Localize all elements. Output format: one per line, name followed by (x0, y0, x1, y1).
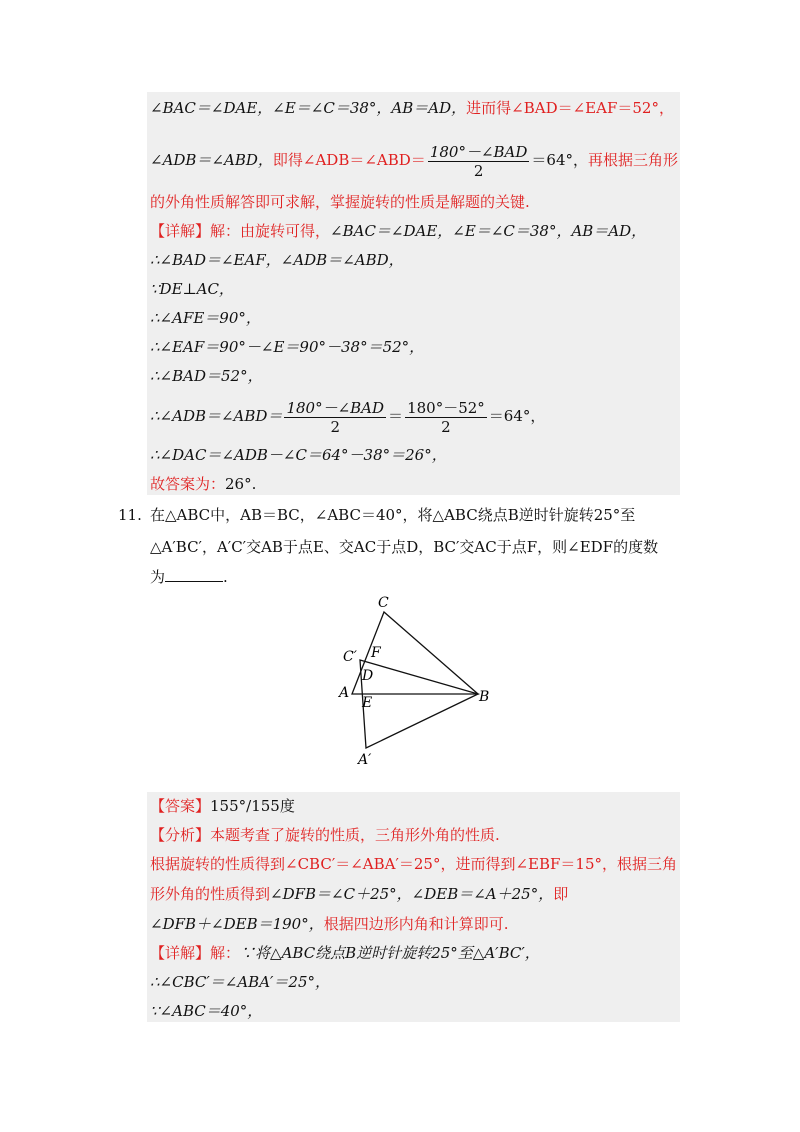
text: 解：由旋转可得， (210, 222, 331, 240)
sol11-line-6 (150, 943, 540, 963)
q11-line-1: 在△ABC中，AB＝BC，∠ABC＝40°，将△ABC绕点B逆时针旋转25°至 (150, 506, 636, 524)
denominator: 2 (441, 417, 451, 436)
text: 26°. (225, 475, 257, 493)
sol11-answer-line (150, 796, 295, 816)
text: 为 (150, 568, 166, 586)
numerator: 180°－∠BAD (429, 142, 528, 161)
text: 根据四边形内角和计算即可. (323, 915, 509, 933)
sol10-line-5: ∴∠BAD＝∠EAF，∠ADB＝∠ABD， (150, 251, 404, 269)
text: ∠DFB＋∠DEB＝190°， (150, 915, 324, 933)
analysis-tag: 【分析】 (150, 826, 211, 844)
text: 根据旋转的性质得到∠CBC′＝∠ABA′＝25°， (150, 855, 456, 873)
answer-text: 155°/155度 (210, 797, 295, 815)
label-C-prime: C′ (343, 649, 357, 665)
text: 解： (210, 944, 241, 962)
text: ＝64°， (488, 407, 546, 425)
sol11-line-8: ∵∠ABC＝40°， (150, 1002, 263, 1020)
sol11-line-3 (150, 854, 677, 874)
label-F: F (371, 645, 381, 661)
text: ∴∠ADB＝∠ABD＝ (150, 407, 283, 425)
text: 形外角的性质得到 (150, 885, 271, 903)
sol10-line-12 (150, 474, 256, 494)
sol10-line-9: ∴∠BAD＝52°， (150, 367, 263, 385)
sol11-line-5 (150, 914, 509, 934)
analysis-text: 本题考查了旋转的性质，三角形外角的性质. (210, 826, 500, 844)
sol10-line-7: ∴∠AFE＝90°， (150, 309, 261, 327)
denominator: 2 (330, 417, 341, 436)
text: 再根据三角形 (588, 151, 679, 169)
text: ＝ (388, 407, 404, 425)
sol11-analysis-line (150, 825, 500, 845)
numerator: 180°－52° (407, 398, 485, 417)
triangle-A-prime-B-C-prime (360, 660, 478, 748)
detail-tag: 【详解】 (150, 944, 211, 962)
text: 进而得到∠EBF＝15°， (455, 855, 618, 873)
text: ∠BAC＝∠DAE，∠E＝∠C＝38°，AB＝AD， (150, 99, 467, 117)
label-E: E (362, 695, 373, 711)
sol10-line-3: 的外角性质解答即可求解，掌握旋转的性质是解题的关键. (150, 193, 530, 211)
label-A: A (339, 685, 350, 701)
sol11-line-7: ∴∠CBC′＝∠ABA′＝25°， (150, 973, 331, 991)
text: 即得∠ADB＝∠ABD＝ (272, 151, 426, 169)
answer-tag: 【答案】 (150, 797, 211, 815)
text: ∠ADB＝∠ABD， (150, 151, 273, 169)
text: 进而得∠BAD＝∠EAF＝52°， (466, 99, 674, 117)
q11-line-3 (150, 567, 228, 587)
sol11-line-4 (150, 884, 568, 904)
text: . (223, 568, 228, 586)
sol10-line-1 (150, 98, 674, 118)
question-number: 11. (118, 506, 142, 524)
sol10-line-6: ∵DE⊥AC， (150, 280, 234, 298)
text: ∵将△ABC绕点B逆时针旋转25°至△A′BC′， (240, 944, 540, 962)
sol10-line-2 (150, 140, 678, 180)
fraction-2 (405, 399, 487, 436)
sol10-line-11: ∴∠DAC＝∠ADB－∠C＝64°－38°＝26°， (150, 446, 447, 464)
sol10-line-10 (150, 396, 545, 436)
fraction (428, 143, 530, 180)
denominator: 2 (473, 161, 484, 180)
text: ∠BAC＝∠DAE，∠E＝∠C＝38°，AB＝AD， (330, 222, 647, 240)
sol10-line-4 (150, 221, 646, 241)
text: 即 (553, 885, 569, 903)
q11-line-2: △A′BC′，A′C′交AB于点E、交AC于点D，BC′交AC于点F，则∠EDF的度数 (150, 538, 659, 556)
fraction-1 (284, 399, 386, 436)
label-D: D (362, 668, 374, 684)
answer-blank (165, 567, 223, 582)
triangle-ABC (352, 612, 478, 694)
text: ∠DFB＝∠C＋25°，∠DEB＝∠A＋25°， (270, 885, 554, 903)
text: 故答案为： (150, 475, 226, 493)
label-C: C (378, 595, 389, 611)
label-B: B (479, 689, 490, 705)
detail-tag: 【详解】 (150, 222, 211, 240)
text: ＝64°， (531, 151, 588, 169)
text: 根据三角 (617, 855, 678, 873)
numerator: 180°－∠BAD (286, 398, 385, 417)
sol10-line-8: ∴∠EAF＝90°－∠E＝90°－38°＝52°， (150, 338, 425, 356)
label-A-prime: A′ (358, 752, 372, 768)
